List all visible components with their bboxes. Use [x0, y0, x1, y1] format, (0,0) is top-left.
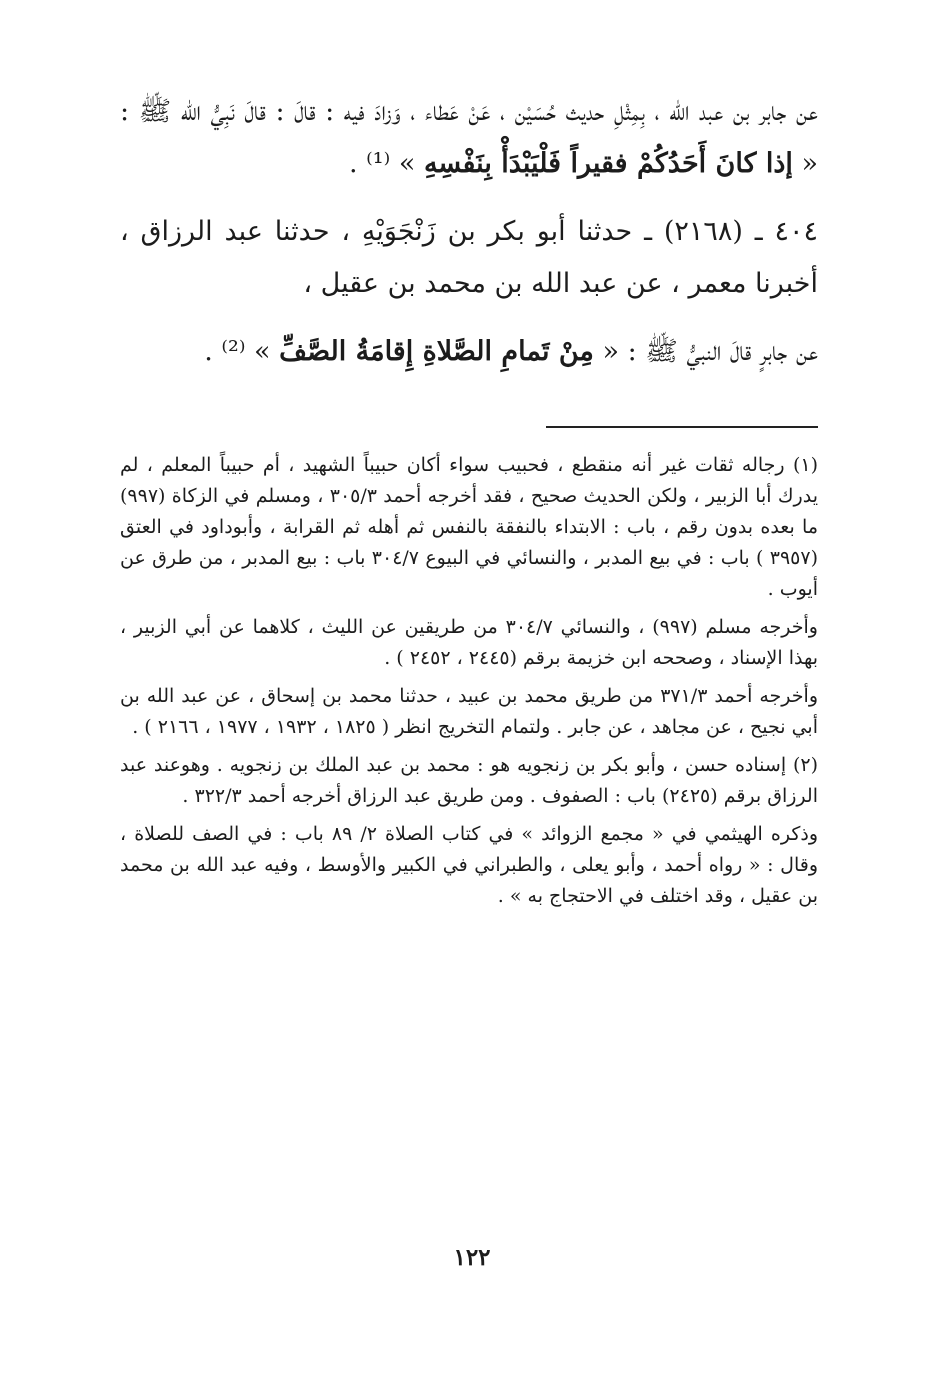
footnotes — [120, 450, 818, 912]
hadith-paragraph-3 — [120, 326, 818, 378]
footnote-1-continuation-a: وأخرجه مسلم (٩٩٧) ، والنسائي ٣٠٤/٧ من طريقين عن الليث ، كلاهما عن أبي الزبير ، بهذا الإسناد ، وصححه ابن خزيمة برقم (٢٤٤٥ ، ٢٤٥٢ ) . — [120, 616, 818, 669]
hadith-3-ending: » ⁽²⁾ . — [204, 336, 280, 367]
hadith-3-intro: عن جابرٍ قالَ النبيُّ ﷺ : « — [593, 336, 818, 367]
page-number: ١٢٢ — [453, 1244, 491, 1271]
hadith-paragraph-1 — [120, 86, 818, 190]
hadith-1-matn: إذا كانَ أَحَدُكُمْ فقيراً فَلْيَبْدَأْ بِنَفْسِهِ — [423, 148, 793, 179]
hadith-3-matn: مِنْ تَمامِ الصَّلاةِ إِقامَةُ الصَّفِّ — [279, 336, 594, 367]
page-content — [120, 86, 818, 919]
footnote-2-continuation: وذكره الهيثمي في « مجمع الزوائد » في كتاب الصلاة ٢/ ٨٩ باب : في الصف للصلاة ، وقال : « رواه أحمد ، وأبو يعلى ، والطبراني في الكبير والأوسط ، وفيه عبد الله بن محمد بن عقيل ، وقد اختلف في الاحتجاج به » . — [120, 823, 819, 907]
footnote-divider — [546, 426, 818, 428]
hadith-1-intro: عن جابر بن عبد الله ، بِمِثْلِ حديث حُسَيْن ، عَنْ عَطاء ، وَزادَ فيه : قالَ : قالَ نَبِيُّ الله ﷺ : « — [120, 96, 818, 179]
footnote-1-continuation-b: وأخرجه أحمد ٣٧١/٣ من طريق محمد بن عبيد ، حدثنا محمد بن إسحاق ، عن عبد الله بن أبي نجيح ، عن مجاهد ، عن جابر . ولتمام التخريج انظر ( ١٨٢٥ ، ١٩٣٢ ، ١٩٧٧ ، ٢١٦٦ ) . — [120, 685, 818, 738]
hadith-1-ending: » ⁽¹⁾ . — [349, 148, 424, 179]
footnote-1: (١) رجاله ثقات غير أنه منقطع ، فحبيب سواء أكان حبيباً الشهيد ، أم حبيباً المعلم ، لم يدرك أبا الزبير ، ولكن الحديث صحيح ، فقد أخرجه أحمد ٣٠٥/٣ ، ومسلم في الزكاة (٩٩٧) ما بعده بدون رقم ، باب : الابتداء بالنفقة بالنفس ثم أهله ثم القرابة ، وأبوداود في العتق (٣٩٥٧ ) باب : في بيع المدبر ، والنسائي في البيوع ٣٠٤/٧ باب : بيع المدبر ، من طرق عن أيوب . — [120, 454, 818, 600]
hadith-paragraph-2: ٤٠٤ ـ (٢١٦٨) ـ حدثنا أبو بكر بن زَنْجَوَيْهِ ، حدثنا عبد الرزاق ، أخبرنا معمر ، عن عبد الله بن محمد بن عقيل ، — [120, 216, 818, 299]
footnote-2: (٢) إسناده حسن ، وأبو بكر بن زنجويه هو : محمد بن عبد الملك بن زنجويه . وهوعند عبد الرزاق برقم (٢٤٢٥) باب : الصفوف . ومن طريق عبد الرزاق أخرجه أحمد ٣٢٢/٣ . — [120, 754, 818, 807]
main-text — [120, 86, 818, 378]
